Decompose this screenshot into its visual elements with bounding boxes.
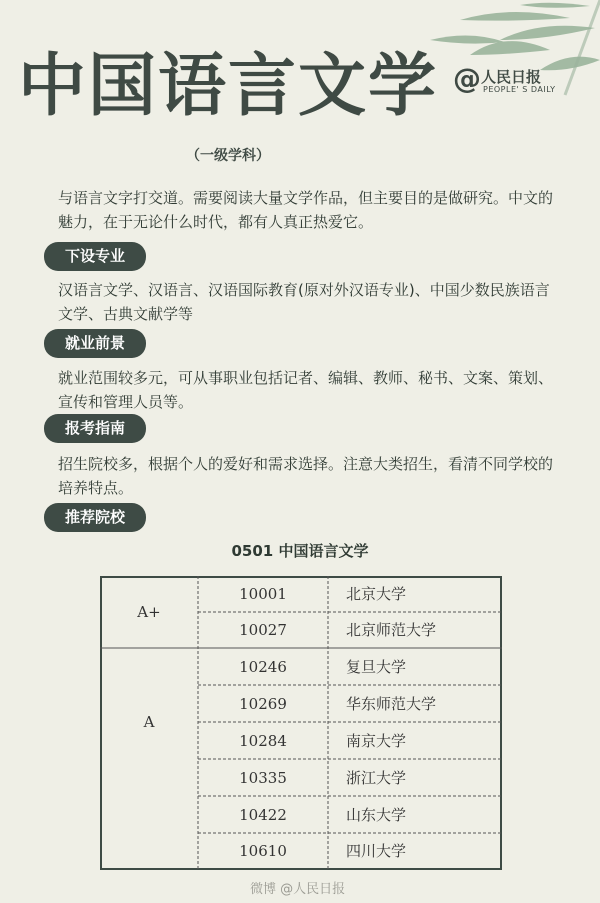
school-name: 复旦大学 <box>346 658 407 676</box>
grade-a: A <box>143 713 155 731</box>
section-label-guide: 报考指南 <box>44 414 146 443</box>
section-label-schools: 推荐院校 <box>44 503 146 532</box>
school-code: 10335 <box>239 769 287 787</box>
school-code: 10001 <box>239 585 287 603</box>
school-code: 10284 <box>239 732 287 750</box>
school-code: 10027 <box>239 621 287 639</box>
page-title: 中国语言文学 <box>18 46 439 126</box>
school-code: 10269 <box>239 695 287 713</box>
school-name: 北京大学 <box>346 585 407 603</box>
peoples-daily-logo <box>453 62 573 102</box>
school-code: 10422 <box>239 806 287 824</box>
section-text-careers: 就业范围较多元，可从事职业包括记者、编辑、教师、秘书、文案、策划、宣传和管理人员等。 <box>58 369 554 411</box>
school-code: 10610 <box>239 842 287 860</box>
school-name: 华东师范大学 <box>346 695 437 713</box>
section-label-careers: 就业前景 <box>44 329 146 358</box>
page-subtitle: （一级学科） <box>186 148 270 164</box>
logo-name: 人民日报 <box>481 68 542 86</box>
section-label-majors: 下设专业 <box>44 242 146 271</box>
school-name: 四川大学 <box>346 842 407 860</box>
weibo-watermark: 微博 @人民日报 <box>250 882 346 897</box>
school-code: 10246 <box>239 658 287 676</box>
logo-subtitle: PEOPLE' S DAILY <box>483 85 556 94</box>
school-name: 南京大学 <box>346 732 407 750</box>
school-name: 山东大学 <box>346 806 407 824</box>
schools-table <box>100 576 502 870</box>
section-text-guide: 招生院校多，根据个人的爱好和需求选择。注意大类招生，看清不同学校的培养特点。 <box>58 455 554 497</box>
intro-text: 与语言文字打交道。需要阅读大量文学作品，但主要目的是做研究。中文的魅力，在于无论什么时代，都有人真正热爱它。 <box>58 189 554 231</box>
school-name: 浙江大学 <box>346 769 407 787</box>
grade-a-plus: A+ <box>137 603 161 621</box>
section-text-majors: 汉语言文学、汉语言、汉语国际教育(原对外汉语专业)、中国少数民族语言文学、古典文献学等 <box>58 281 550 323</box>
at-icon: @ <box>453 62 481 95</box>
school-name: 北京师范大学 <box>346 621 437 639</box>
table-title: 0501 中国语言文学 <box>231 542 369 560</box>
